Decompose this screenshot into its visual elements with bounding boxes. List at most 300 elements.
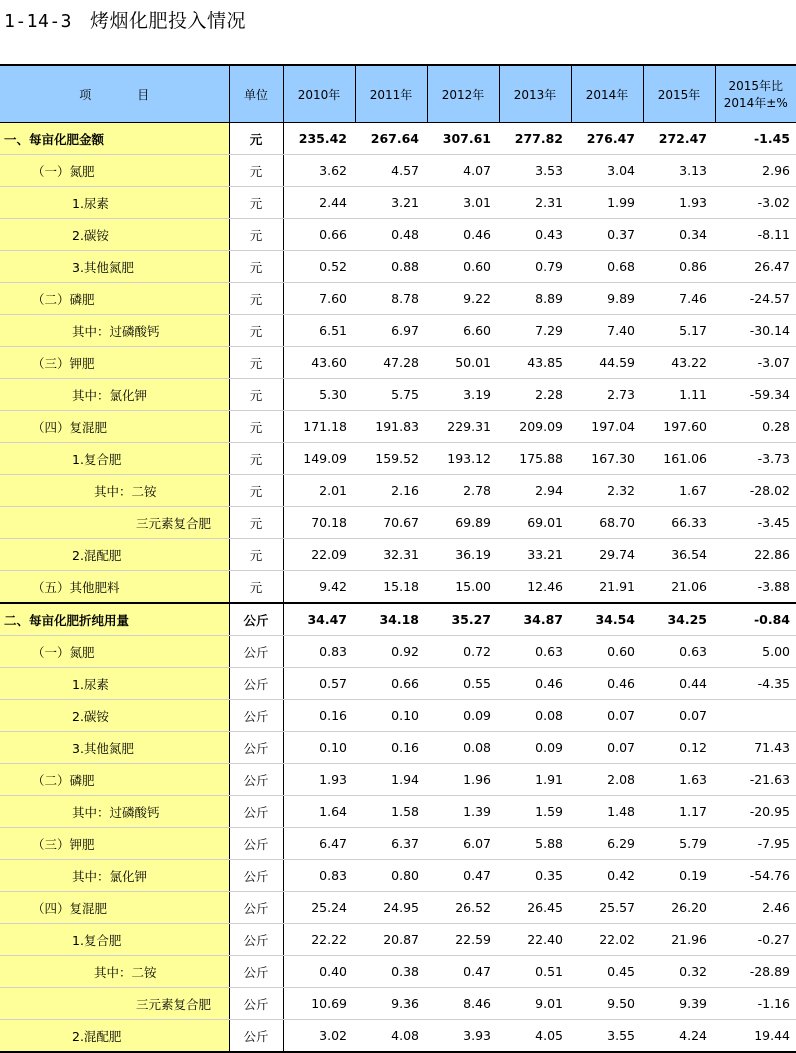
row-value: 0.51: [499, 956, 571, 988]
row-value: 1.59: [499, 796, 571, 828]
row-value: 0.35: [499, 860, 571, 892]
row-value: 0.07: [571, 732, 643, 764]
row-change: -4.35: [715, 668, 796, 700]
table-row: [0, 636, 796, 668]
row-value: 2.01: [283, 475, 355, 507]
row-change: -20.95: [715, 796, 796, 828]
row-value: 50.01: [427, 347, 499, 379]
row-value: 0.38: [355, 956, 427, 988]
row-value: 24.95: [355, 892, 427, 924]
row-value: 22.22: [283, 924, 355, 956]
row-change: -59.34: [715, 379, 796, 411]
row-value: 0.46: [499, 668, 571, 700]
row-unit: 公斤: [229, 636, 283, 668]
row-value: 6.47: [283, 828, 355, 860]
header-item-part-b: 目: [137, 88, 149, 102]
table-row: [0, 700, 796, 732]
table-code: 1-14-3: [4, 11, 72, 32]
row-value: 1.64: [283, 796, 355, 828]
row-value: 0.88: [355, 251, 427, 283]
row-value: 5.75: [355, 379, 427, 411]
row-unit: 元: [229, 443, 283, 475]
row-value: 0.32: [643, 956, 715, 988]
row-value: 9.22: [427, 283, 499, 315]
table-row: [0, 764, 796, 796]
row-value: 34.54: [571, 603, 643, 636]
row-unit: 公斤: [229, 796, 283, 828]
table-row: [0, 956, 796, 988]
header-year-2011: 2011年: [355, 65, 427, 123]
row-value: 0.66: [283, 219, 355, 251]
row-value: 66.33: [643, 507, 715, 539]
row-change: -0.27: [715, 924, 796, 956]
row-value: 1.91: [499, 764, 571, 796]
row-change: -3.73: [715, 443, 796, 475]
row-unit: 元: [229, 155, 283, 187]
row-value: 0.09: [427, 700, 499, 732]
row-change: -28.02: [715, 475, 796, 507]
row-value: 10.69: [283, 988, 355, 1020]
row-value: 43.22: [643, 347, 715, 379]
row-value: 0.86: [643, 251, 715, 283]
row-value: 0.66: [355, 668, 427, 700]
row-value: 9.89: [571, 283, 643, 315]
table-row: [0, 283, 796, 315]
row-value: 0.07: [643, 700, 715, 732]
row-change: 26.47: [715, 251, 796, 283]
row-value: 1.96: [427, 764, 499, 796]
row-change: -28.89: [715, 956, 796, 988]
row-unit: 公斤: [229, 732, 283, 764]
row-value: 5.17: [643, 315, 715, 347]
table-row: [0, 603, 796, 636]
row-value: 0.45: [571, 956, 643, 988]
row-label: 三元素复合肥: [0, 507, 229, 539]
header-item-part-a: 项: [79, 88, 91, 102]
header-year-2014: 2014年: [571, 65, 643, 123]
row-value: 0.10: [355, 700, 427, 732]
row-value: 0.60: [427, 251, 499, 283]
row-value: 0.57: [283, 668, 355, 700]
row-unit: 公斤: [229, 828, 283, 860]
row-value: 2.78: [427, 475, 499, 507]
row-label: 其中：过磷酸钙: [0, 796, 229, 828]
row-value: 171.18: [283, 411, 355, 443]
table-row: [0, 155, 796, 187]
row-unit: 公斤: [229, 603, 283, 636]
row-label: 其中：氯化钾: [0, 860, 229, 892]
row-value: 3.62: [283, 155, 355, 187]
row-value: 4.05: [499, 1020, 571, 1053]
row-unit: 元: [229, 411, 283, 443]
data-table-container: [0, 64, 796, 1053]
row-value: 26.20: [643, 892, 715, 924]
row-change: -3.07: [715, 347, 796, 379]
table-row: [0, 796, 796, 828]
row-change: [715, 700, 796, 732]
row-value: 26.52: [427, 892, 499, 924]
row-label: 其中：过磷酸钙: [0, 315, 229, 347]
row-label: （四）复混肥: [0, 892, 229, 924]
row-unit: 元: [229, 571, 283, 604]
row-value: 25.57: [571, 892, 643, 924]
row-value: 3.93: [427, 1020, 499, 1053]
row-value: 0.46: [571, 668, 643, 700]
header-year-2012: 2012年: [427, 65, 499, 123]
row-value: 12.46: [499, 571, 571, 604]
row-label: （四）复混肥: [0, 411, 229, 443]
row-value: 307.61: [427, 123, 499, 155]
row-change: 2.96: [715, 155, 796, 187]
row-unit: 公斤: [229, 860, 283, 892]
row-value: 9.42: [283, 571, 355, 604]
fertilizer-input-table: [0, 64, 796, 1053]
row-value: 2.32: [571, 475, 643, 507]
row-value: 0.68: [571, 251, 643, 283]
row-unit: 元: [229, 379, 283, 411]
row-value: 5.30: [283, 379, 355, 411]
row-value: 34.87: [499, 603, 571, 636]
row-value: 0.83: [283, 636, 355, 668]
row-value: 47.28: [355, 347, 427, 379]
row-value: 7.29: [499, 315, 571, 347]
table-row: [0, 988, 796, 1020]
row-value: 3.01: [427, 187, 499, 219]
row-value: 8.89: [499, 283, 571, 315]
table-row: [0, 443, 796, 475]
row-value: 6.60: [427, 315, 499, 347]
row-value: 68.70: [571, 507, 643, 539]
row-value: 4.57: [355, 155, 427, 187]
table-row: [0, 379, 796, 411]
row-value: 9.39: [643, 988, 715, 1020]
row-value: 8.78: [355, 283, 427, 315]
row-label: 二、每亩化肥折纯用量: [0, 603, 229, 636]
row-value: 1.63: [643, 764, 715, 796]
header-change-line2: 2014年±%: [716, 94, 796, 111]
row-value: 1.67: [643, 475, 715, 507]
row-value: 7.40: [571, 315, 643, 347]
row-value: 0.72: [427, 636, 499, 668]
row-value: 175.88: [499, 443, 571, 475]
row-change: -3.02: [715, 187, 796, 219]
row-value: 0.47: [427, 956, 499, 988]
row-label: （二）磷肥: [0, 283, 229, 315]
row-value: 0.63: [643, 636, 715, 668]
row-value: 34.25: [643, 603, 715, 636]
row-value: 5.79: [643, 828, 715, 860]
row-unit: 元: [229, 283, 283, 315]
row-value: 26.45: [499, 892, 571, 924]
row-value: 3.55: [571, 1020, 643, 1053]
row-value: 1.99: [571, 187, 643, 219]
row-value: 209.09: [499, 411, 571, 443]
row-value: 25.24: [283, 892, 355, 924]
table-row: [0, 539, 796, 571]
row-value: 34.18: [355, 603, 427, 636]
row-value: 191.83: [355, 411, 427, 443]
row-value: 167.30: [571, 443, 643, 475]
table-row: [0, 668, 796, 700]
row-value: 36.54: [643, 539, 715, 571]
row-value: 149.09: [283, 443, 355, 475]
row-change: -30.14: [715, 315, 796, 347]
row-value: 267.64: [355, 123, 427, 155]
row-value: 161.06: [643, 443, 715, 475]
row-unit: 公斤: [229, 924, 283, 956]
row-label: 1.复合肥: [0, 443, 229, 475]
row-value: 159.52: [355, 443, 427, 475]
row-unit: 公斤: [229, 764, 283, 796]
table-row: [0, 860, 796, 892]
table-title: 烤烟化肥投入情况: [90, 10, 246, 32]
row-change: -1.16: [715, 988, 796, 1020]
row-value: 6.37: [355, 828, 427, 860]
row-value: 6.97: [355, 315, 427, 347]
row-change: 5.00: [715, 636, 796, 668]
row-value: 0.43: [499, 219, 571, 251]
row-value: 9.50: [571, 988, 643, 1020]
row-value: 2.73: [571, 379, 643, 411]
row-value: 1.94: [355, 764, 427, 796]
row-value: 1.93: [643, 187, 715, 219]
row-value: 2.44: [283, 187, 355, 219]
row-value: 1.11: [643, 379, 715, 411]
row-value: 0.12: [643, 732, 715, 764]
row-value: 0.83: [283, 860, 355, 892]
row-change: -21.63: [715, 764, 796, 796]
row-value: 229.31: [427, 411, 499, 443]
table-row: [0, 1020, 796, 1053]
row-unit: 元: [229, 347, 283, 379]
row-value: 1.48: [571, 796, 643, 828]
table-row: [0, 187, 796, 219]
row-value: 277.82: [499, 123, 571, 155]
row-label: 1.尿素: [0, 187, 229, 219]
row-change: -1.45: [715, 123, 796, 155]
table-row: [0, 924, 796, 956]
row-value: 21.91: [571, 571, 643, 604]
row-change: -54.76: [715, 860, 796, 892]
row-value: 0.34: [643, 219, 715, 251]
row-value: 4.07: [427, 155, 499, 187]
row-label: 2.碳铵: [0, 700, 229, 732]
row-value: 0.60: [571, 636, 643, 668]
row-unit: 元: [229, 475, 283, 507]
row-change: 19.44: [715, 1020, 796, 1053]
row-label: 2.混配肥: [0, 1020, 229, 1053]
row-value: 0.52: [283, 251, 355, 283]
row-value: 1.17: [643, 796, 715, 828]
row-label: （一）氮肥: [0, 155, 229, 187]
row-unit: 公斤: [229, 892, 283, 924]
row-value: 2.94: [499, 475, 571, 507]
row-label: 一、每亩化肥金额: [0, 123, 229, 155]
row-value: 4.08: [355, 1020, 427, 1053]
row-label: 其中：二铵: [0, 475, 229, 507]
header-item: [0, 65, 229, 123]
header-year-2010: 2010年: [283, 65, 355, 123]
table-body: [0, 123, 796, 1053]
row-value: 0.48: [355, 219, 427, 251]
row-unit: 元: [229, 123, 283, 155]
row-value: 0.46: [427, 219, 499, 251]
table-row: [0, 828, 796, 860]
row-change: 0.28: [715, 411, 796, 443]
row-value: 4.24: [643, 1020, 715, 1053]
table-row: [0, 219, 796, 251]
row-value: 3.04: [571, 155, 643, 187]
row-value: 15.18: [355, 571, 427, 604]
row-value: 70.18: [283, 507, 355, 539]
table-row: [0, 411, 796, 443]
table-row: [0, 507, 796, 539]
row-value: 3.19: [427, 379, 499, 411]
row-unit: 元: [229, 315, 283, 347]
table-row: [0, 571, 796, 604]
row-value: 9.01: [499, 988, 571, 1020]
row-value: 0.80: [355, 860, 427, 892]
row-value: 44.59: [571, 347, 643, 379]
row-label: 3.其他氮肥: [0, 251, 229, 283]
row-value: 69.01: [499, 507, 571, 539]
row-change: -0.84: [715, 603, 796, 636]
table-row: [0, 732, 796, 764]
row-value: 0.08: [427, 732, 499, 764]
row-value: 29.74: [571, 539, 643, 571]
row-value: 0.47: [427, 860, 499, 892]
row-change: -24.57: [715, 283, 796, 315]
row-value: 0.63: [499, 636, 571, 668]
row-label: 1.复合肥: [0, 924, 229, 956]
row-value: 0.09: [499, 732, 571, 764]
row-value: 1.39: [427, 796, 499, 828]
row-value: 0.55: [427, 668, 499, 700]
row-unit: 公斤: [229, 700, 283, 732]
row-value: 21.96: [643, 924, 715, 956]
row-value: 0.37: [571, 219, 643, 251]
row-change: 71.43: [715, 732, 796, 764]
row-value: 3.13: [643, 155, 715, 187]
table-header: [0, 65, 796, 123]
row-value: 0.08: [499, 700, 571, 732]
row-change: 22.86: [715, 539, 796, 571]
row-value: 272.47: [643, 123, 715, 155]
row-value: 0.40: [283, 956, 355, 988]
row-label: （五）其他肥料: [0, 571, 229, 604]
row-unit: 公斤: [229, 1020, 283, 1053]
row-value: 6.29: [571, 828, 643, 860]
row-change: 2.46: [715, 892, 796, 924]
row-value: 43.60: [283, 347, 355, 379]
row-value: 0.16: [355, 732, 427, 764]
row-unit: 公斤: [229, 668, 283, 700]
row-value: 197.60: [643, 411, 715, 443]
header-row: [0, 65, 796, 123]
row-value: 70.67: [355, 507, 427, 539]
row-value: 33.21: [499, 539, 571, 571]
row-value: 36.19: [427, 539, 499, 571]
row-value: 22.40: [499, 924, 571, 956]
row-value: 1.58: [355, 796, 427, 828]
row-value: 193.12: [427, 443, 499, 475]
row-value: 0.19: [643, 860, 715, 892]
row-value: 0.16: [283, 700, 355, 732]
row-value: 6.07: [427, 828, 499, 860]
row-value: 2.08: [571, 764, 643, 796]
row-label: 其中：氯化钾: [0, 379, 229, 411]
row-unit: 公斤: [229, 956, 283, 988]
row-change: -8.11: [715, 219, 796, 251]
row-value: 8.46: [427, 988, 499, 1020]
row-label: 3.其他氮肥: [0, 732, 229, 764]
table-row: [0, 315, 796, 347]
row-label: 三元素复合肥: [0, 988, 229, 1020]
row-value: 235.42: [283, 123, 355, 155]
row-unit: 元: [229, 187, 283, 219]
row-label: 其中：二铵: [0, 956, 229, 988]
header-change: [715, 65, 796, 123]
row-unit: 公斤: [229, 988, 283, 1020]
table-row: [0, 347, 796, 379]
row-value: 0.10: [283, 732, 355, 764]
row-unit: 元: [229, 507, 283, 539]
row-value: 15.00: [427, 571, 499, 604]
row-value: 20.87: [355, 924, 427, 956]
row-value: 7.60: [283, 283, 355, 315]
row-value: 69.89: [427, 507, 499, 539]
row-value: 21.06: [643, 571, 715, 604]
row-value: 3.02: [283, 1020, 355, 1053]
header-change-line1: 2015年比: [716, 77, 796, 94]
row-value: 0.44: [643, 668, 715, 700]
row-value: 22.02: [571, 924, 643, 956]
row-label: （一）氮肥: [0, 636, 229, 668]
row-value: 2.28: [499, 379, 571, 411]
row-label: 2.碳铵: [0, 219, 229, 251]
row-unit: 元: [229, 251, 283, 283]
header-unit: 单位: [229, 65, 283, 123]
row-value: 1.93: [283, 764, 355, 796]
page-title: [4, 6, 246, 33]
row-value: 7.46: [643, 283, 715, 315]
row-label: 1.尿素: [0, 668, 229, 700]
row-change: -7.95: [715, 828, 796, 860]
table-row: [0, 475, 796, 507]
row-value: 34.47: [283, 603, 355, 636]
row-value: 276.47: [571, 123, 643, 155]
header-year-2013: 2013年: [499, 65, 571, 123]
row-change: -3.88: [715, 571, 796, 604]
row-label: （三）钾肥: [0, 347, 229, 379]
header-year-2015: 2015年: [643, 65, 715, 123]
table-row: [0, 892, 796, 924]
row-value: 0.07: [571, 700, 643, 732]
row-value: 197.04: [571, 411, 643, 443]
row-unit: 元: [229, 219, 283, 251]
row-label: （二）磷肥: [0, 764, 229, 796]
row-label: 2.混配肥: [0, 539, 229, 571]
row-value: 2.31: [499, 187, 571, 219]
row-value: 5.88: [499, 828, 571, 860]
row-label: （三）钾肥: [0, 828, 229, 860]
row-value: 22.09: [283, 539, 355, 571]
row-value: 6.51: [283, 315, 355, 347]
row-value: 0.79: [499, 251, 571, 283]
row-value: 2.16: [355, 475, 427, 507]
row-change: -3.45: [715, 507, 796, 539]
table-row: [0, 251, 796, 283]
